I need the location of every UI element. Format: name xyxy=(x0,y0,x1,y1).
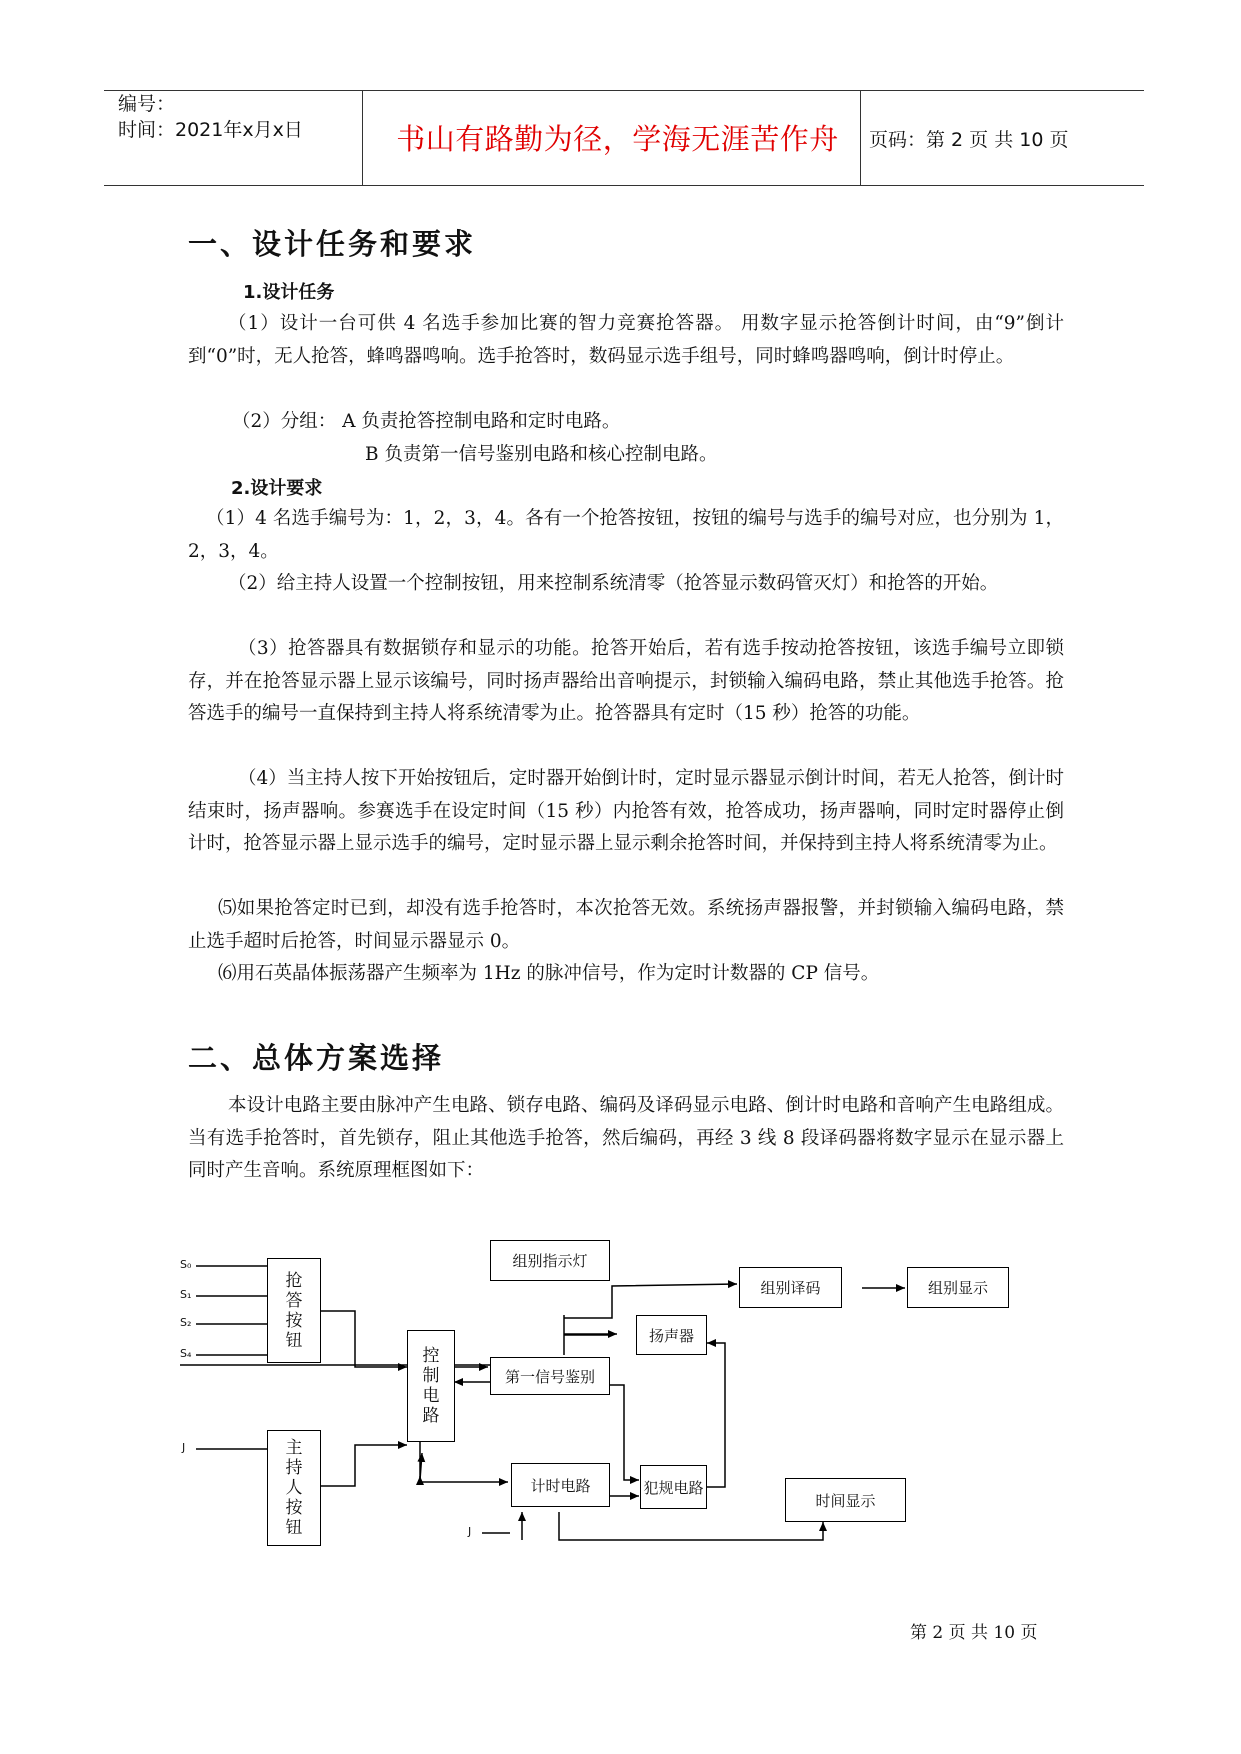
input-label-s1: S₁ xyxy=(180,1288,192,1301)
subsection-title: 1.设计任务 xyxy=(243,282,335,303)
paragraph: ⑸如果抢答定时已到，却没有选手抢答时，本次抢答无效。系统扬声器报警，并封锁输入编码电路，禁止选手超时后抢答，时间显示器显示 0。 xyxy=(188,898,1064,952)
page-footer: 第 2 页 共 10 页 xyxy=(910,1623,1038,1643)
group-display-block: 组别显示 xyxy=(907,1267,1009,1308)
input-label-s2: S₂ xyxy=(180,1316,192,1329)
paragraph: ⑹用石英晶体振荡器产生频率为 1Hz 的脉冲信号，作为定时计数器的 CP 信号。 xyxy=(218,963,880,984)
paragraph: （2）给主持人设置一个控制按钮，用来控制系统清零（抢答显示数码管灭灯）和抢答的开始。 xyxy=(228,573,999,594)
host-input-label: J xyxy=(182,1441,186,1454)
group-indicator-block: 组别指示灯 xyxy=(490,1240,610,1281)
subsection-title: 2.设计要求 xyxy=(231,478,323,499)
paragraph: B 负责第一信号鉴别电路和核心控制电路。 xyxy=(365,444,718,465)
control-circuit-block: 控 制 电 路 xyxy=(407,1330,455,1442)
paragraph: （2）分组： A 负责抢答控制电路和定时电路。 xyxy=(232,411,621,432)
group-decode-block: 组别译码 xyxy=(739,1267,842,1308)
header-page-number: 页码：第 2 页 共 10 页 xyxy=(869,129,1069,151)
paragraph: 本设计电路主要由脉冲产生电路、锁存电路、编码及译码显示电路、倒计时电路和音响产生电路组成。当有选手抢答时，首先锁存，阻止其他选手抢答，然后编码，再经 3 线 8 段译码器将数字显示在显示器上同时产生音响。系统原理框图如下： xyxy=(188,1095,1064,1181)
header-divider xyxy=(362,91,363,185)
system-block-diagram xyxy=(180,1240,1060,1590)
header-meta xyxy=(118,91,370,185)
paragraph: （1）设计一台可供 4 名选手参加比赛的智力竞赛抢答器。 用数字显示抢答倒计时间，由“9”倒计到“0”时，无人抢答，蜂鸣器鸣响。选手抢答时，数码显示选手组号，同时蜂鸣器鸣响，倒计时停止。 xyxy=(188,313,1064,367)
page-header xyxy=(104,90,1144,186)
input-label-s4: S₄ xyxy=(180,1347,192,1360)
time-display-block: 时间显示 xyxy=(785,1478,906,1522)
paragraph: （4）当主持人按下开始按钮后，定时器开始倒计时，定时显示器显示倒计时间，若无人抢答，倒计时结束时，扬声器响。参赛选手在设定时间（15 秒）内抢答有效，抢答成功，扬声器响，同时定时器停止倒计时，抢答显示器上显示选手的编号，定时显示器上显示剩余抢答时间，并保持到主持人将系统清零为止。 xyxy=(188,768,1064,854)
document-time: 时间：2021年x月x日 xyxy=(118,119,303,141)
timer-input-label: J xyxy=(468,1525,472,1538)
timer-circuit-block: 计时电路 xyxy=(511,1463,610,1507)
host-button-block: 主 持 人 按 钮 xyxy=(267,1430,321,1546)
paragraph: （1）4 名选手编号为：1，2，3，4。各有一个抢答按钮，按钮的编号与选手的编号对应，也分别为 1，2，3，4。 xyxy=(188,508,1064,562)
speaker-block: 扬声器 xyxy=(636,1315,707,1355)
header-motto: 书山有路勤为径，学海无涯苦作舟 xyxy=(396,122,839,156)
section-title: 二、总体方案选择 xyxy=(188,1041,445,1075)
answer-button-block: 抢 答 按 钮 xyxy=(267,1258,321,1363)
violation-circuit-block: 犯规电路 xyxy=(640,1465,707,1509)
document-number: 编号： xyxy=(118,93,176,115)
first-signal-block: 第一信号鉴别 xyxy=(490,1357,610,1395)
section-title: 一、设计任务和要求 xyxy=(188,227,477,261)
paragraph: （3）抢答器具有数据锁存和显示的功能。抢答开始后，若有选手按动抢答按钮，该选手编号立即锁存，并在抢答显示器上显示该编号，同时扬声器给出音响提示，封锁输入编码电路，禁止其他选手抢答。抢答选手的编号一直保持到主持人将系统清零为止。抢答器具有定时（15 秒）抢答的功能。 xyxy=(188,638,1064,724)
input-label-s0: S₀ xyxy=(180,1258,192,1271)
header-divider xyxy=(860,91,861,185)
